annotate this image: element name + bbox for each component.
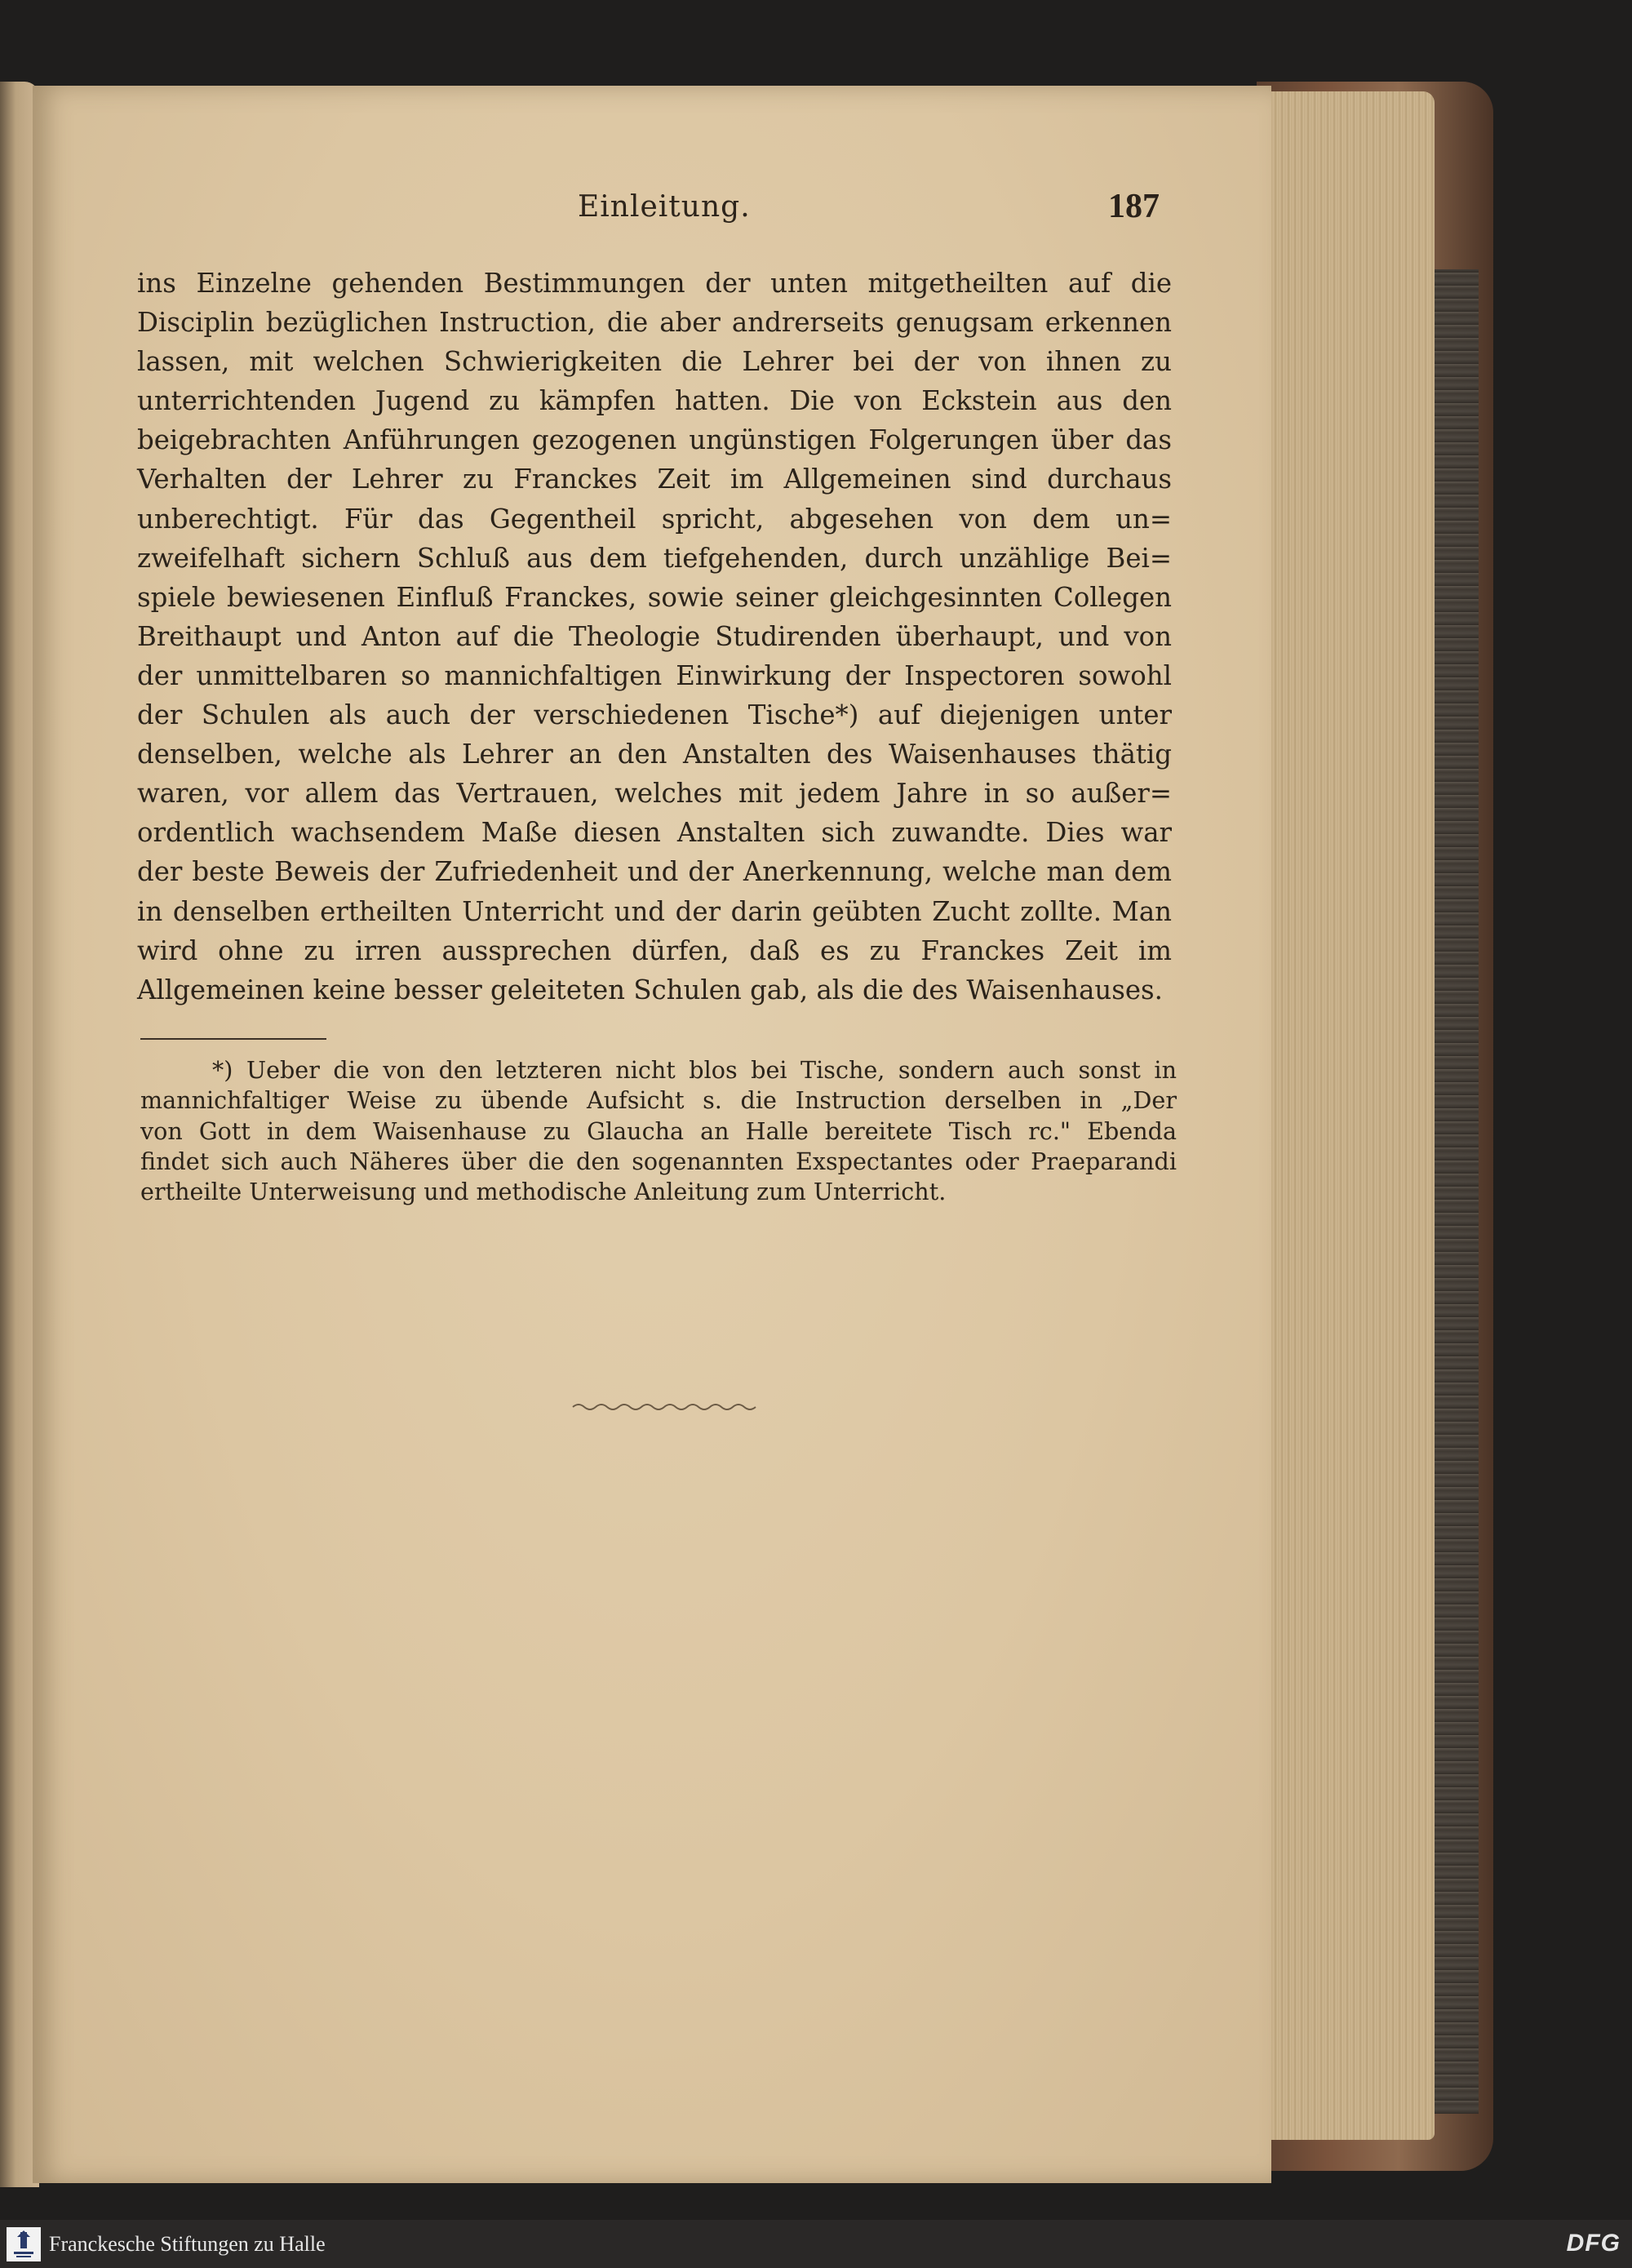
footnote-line: ertheilte Unterweisung und methodische Anleitung zum Unterricht. bbox=[140, 1178, 947, 1206]
body-line: waren, vor allem das Vertrauen, welches mit jedem Jahre in so außer= bbox=[137, 778, 1172, 810]
body-line: Disciplin bezüglichen Instruction, die aber andrerseits genugsam erkennen bbox=[137, 307, 1172, 339]
body-line: Allgemeinen keine besser geleiteten Schulen gab, als die des Waisenhauses. bbox=[137, 974, 1163, 1005]
body-line: der Schulen als auch der verschiedenen Tische*) auf diejenigen unter bbox=[137, 699, 1172, 731]
footnote-line: findet sich auch Näheres über die den sogenannten Exspectantes oder Praeparandi bbox=[140, 1147, 1177, 1175]
footnote-line: *) Ueber die von den letzteren nicht blos bei Tische, sondern auch sonst in bbox=[212, 1056, 1177, 1084]
footnote-line: mannichfaltiger Weise zu übende Aufsicht s. die Instruction derselben in „Der bbox=[140, 1086, 1177, 1115]
body-line: ins Einzelne gehenden Bestimmungen der unten mitgetheilten auf die bbox=[137, 268, 1172, 299]
franckesche-stiftungen-logo-icon bbox=[7, 2227, 41, 2261]
dfg-logo: DFG bbox=[1566, 2230, 1621, 2257]
page-number: 187 bbox=[1108, 188, 1160, 225]
body-line: ordentlich wachsendem Maße diesen Anstalten sich zuwandte. Dies war bbox=[137, 817, 1172, 849]
book-page bbox=[33, 86, 1271, 2183]
page-fore-edge bbox=[1271, 91, 1435, 2140]
footnote-line: von Gott in dem Waisenhause zu Glaucha an Halle bereitete Tisch rc." Ebenda bbox=[140, 1116, 1177, 1145]
body-line: beigebrachten Anführungen gezogenen ungünstigen Folgerungen über das bbox=[137, 424, 1172, 456]
body-line: lassen, mit welchen Schwierigkeiten die Lehrer bei der von ihnen zu bbox=[137, 346, 1172, 378]
body-line: unberechtigt. Für das Gegentheil spricht, abgesehen von dem un= bbox=[137, 503, 1172, 535]
footnote-separator bbox=[140, 1038, 326, 1040]
body-line: Breithaupt und Anton auf die Theologie Studirenden überhaupt, und von bbox=[137, 620, 1172, 652]
running-head-title: Einleitung. bbox=[578, 190, 751, 224]
footer-institution-name: Franckesche Stiftungen zu Halle bbox=[49, 2232, 326, 2256]
body-line: in denselben ertheilten Unterricht und der darin geübten Zucht zollte. Man bbox=[137, 895, 1172, 927]
running-head bbox=[33, 190, 1271, 239]
body-text bbox=[137, 264, 1172, 1010]
end-ornament-icon bbox=[571, 1401, 759, 1413]
body-line: spiele bewiesenen Einfluß Franckes, sowie seiner gleichgesinnten Collegen bbox=[137, 581, 1172, 613]
body-line: der unmittelbaren so mannichfaltigen Einwirkung der Inspectoren sowohl bbox=[137, 659, 1172, 691]
body-line: Verhalten der Lehrer zu Franckes Zeit im Allgemeinen sind durchaus bbox=[137, 464, 1172, 495]
footer-bar bbox=[0, 2220, 1632, 2268]
body-line: denselben, welche als Lehrer an den Anstalten des Waisenhauses thätig bbox=[137, 739, 1172, 770]
body-line: wird ohne zu irren aussprechen dürfen, daß es zu Franckes Zeit im bbox=[137, 934, 1172, 966]
body-line: unterrichtenden Jugend zu kämpfen hatten. Die von Eckstein aus den bbox=[137, 385, 1172, 417]
body-line: der beste Beweis der Zufriedenheit und der Anerkennung, welche man dem bbox=[137, 856, 1172, 888]
body-line: zweifelhaft sichern Schluß aus dem tiefgehenden, durch unzählige Bei= bbox=[137, 542, 1172, 574]
footnote bbox=[140, 1055, 1177, 1207]
